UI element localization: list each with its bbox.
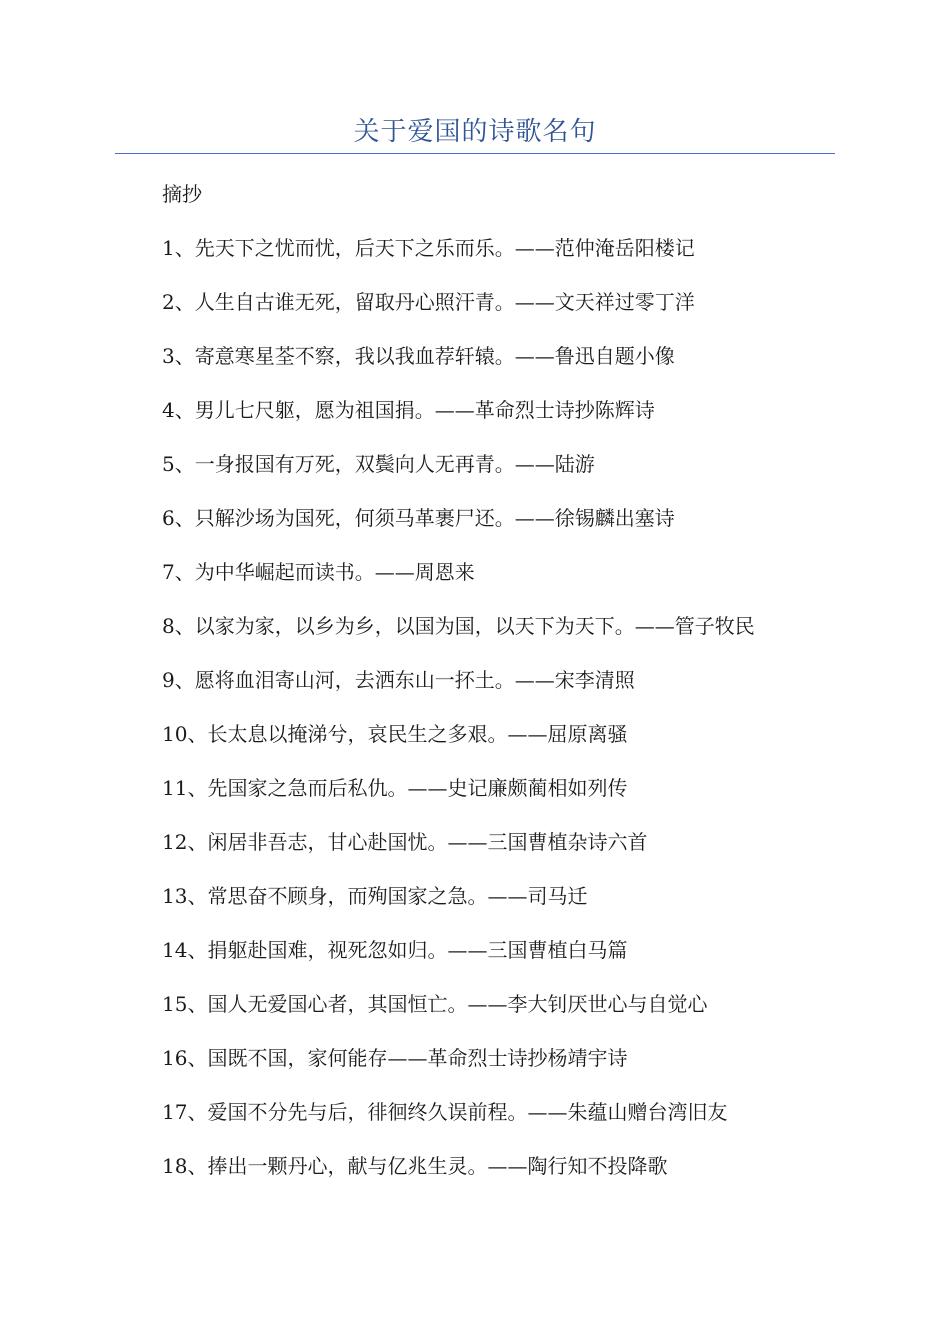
quote-list <box>162 232 842 1204</box>
title-underline <box>115 153 835 154</box>
quote-line: 1、先天下之忧而忧，后天下之乐而乐。——范仲淹岳阳楼记 <box>162 236 695 260</box>
page-title: 关于爱国的诗歌名句 <box>353 117 597 147</box>
quote-line: 12、闲居非吾志，甘心赴国忧。——三国曹植杂诗六首 <box>162 830 648 854</box>
quote-line: 9、愿将血泪寄山河，去洒东山一抔土。——宋李清照 <box>162 668 635 692</box>
quote-line: 3、寄意寒星荃不察，我以我血荐轩辕。——鲁迅自题小像 <box>162 344 675 368</box>
quote-line: 18、捧出一颗丹心，献与亿兆生灵。——陶行知不投降歌 <box>162 1154 668 1178</box>
quote-line: 4、男儿七尺躯，愿为祖国捐。——革命烈士诗抄陈辉诗 <box>162 398 655 422</box>
quote-line: 15、国人无爱国心者，其国恒亡。——李大钊厌世心与自觉心 <box>162 992 708 1016</box>
section-subtitle: 摘抄 <box>162 182 202 206</box>
quote-line: 16、国既不国，家何能存——革命烈士诗抄杨靖宇诗 <box>162 1046 628 1070</box>
quote-line: 17、爱国不分先与后，徘徊终久误前程。——朱蕴山赠台湾旧友 <box>162 1100 728 1124</box>
quote-line: 8、以家为家，以乡为乡，以国为国，以天下为天下。——管子牧民 <box>162 614 755 638</box>
quote-line: 2、人生自古谁无死，留取丹心照汗青。——文天祥过零丁洋 <box>162 290 695 314</box>
quote-line: 5、一身报国有万死，双鬓向人无再青。——陆游 <box>162 452 595 476</box>
quote-line: 7、为中华崛起而读书。——周恩来 <box>162 560 475 584</box>
quote-line: 10、长太息以掩涕兮，哀民生之多艰。——屈原离骚 <box>162 722 628 746</box>
quote-line: 14、捐躯赴国难，视死忽如归。——三国曹植白马篇 <box>162 938 628 962</box>
quote-line: 6、只解沙场为国死，何须马革裹尸还。——徐锡麟出塞诗 <box>162 506 675 530</box>
quote-line: 11、先国家之急而后私仇。——史记廉颇蔺相如列传 <box>162 776 628 800</box>
quote-line: 13、常思奋不顾身，而殉国家之急。——司马迁 <box>162 884 588 908</box>
